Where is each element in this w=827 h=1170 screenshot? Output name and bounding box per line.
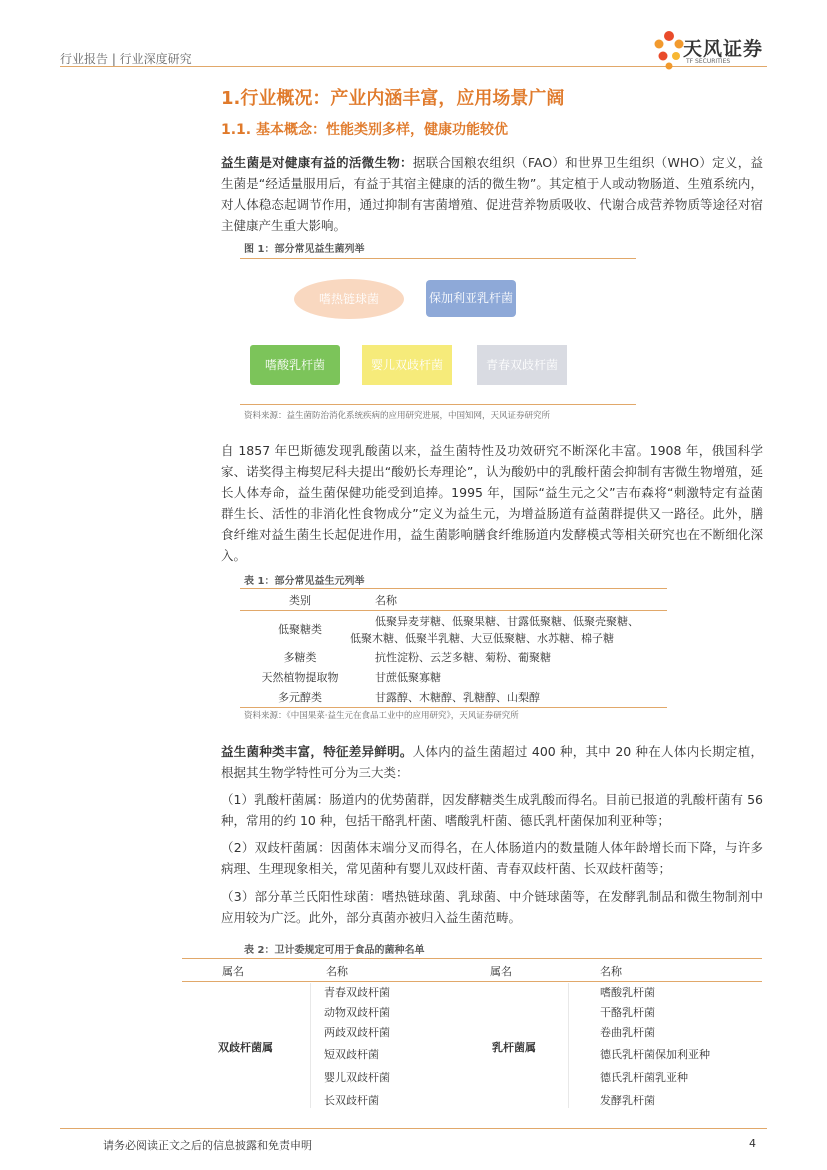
list-item: 发酵乳杆菌 — [600, 1094, 655, 1107]
table2-caption: 表 2：卫计委规定可用于食品的菌种名单 — [244, 945, 425, 956]
table-header-cell: 名称 — [600, 965, 622, 978]
table-cell-line: 低聚木糖、低聚半乳糖、大豆低聚糖、水苏糖、棉子糖 — [350, 632, 614, 645]
list-item: 德氏乳杆菌保加利亚种 — [600, 1048, 710, 1061]
footer-divider — [60, 1128, 767, 1129]
table-cell-names: 甘蔗低聚寡糖 — [375, 671, 441, 684]
paragraph-bifidobacterium: （2）双歧杆菌属：因菌体末端分叉而得名，在人体肠道内的数量随人体年龄增长而下降，与许多病理、生理现象相关，常见菌种有婴儿双歧杆菌、青春双歧杆菌、长双歧杆菌等； — [221, 840, 763, 876]
table-header-row — [240, 590, 667, 611]
table-row — [240, 647, 667, 667]
table2-header-row — [182, 961, 762, 982]
subsection-heading: 1.1. 基本概念：性能类别多样，健康功能较优 — [221, 122, 508, 138]
tf-logo-icon — [652, 26, 686, 72]
paragraph-body: 据联合国粮农组织（FAO）和世界卫生组织（WHO）定义，益生菌是“经适量服用后，有益于其宿主健康的活的微生物”。其定植于人或动物肠道、生殖系统内，对人体稳态起调节作用，通过抑制有害菌增殖、促进营养物质吸收、代谢合成营养物质等途径对宿主健康产生重大影响。 — [221, 155, 763, 233]
list-item: 卷曲乳杆菌 — [600, 1026, 655, 1039]
table-header-cell: 类别 — [240, 590, 360, 611]
table-cell-names: 抗性淀粉、云芝多糖、菊粉、葡聚糖 — [375, 651, 551, 664]
paragraph-lead: 益生菌是对健康有益的活微生物： — [221, 155, 413, 170]
logo-text: 天风证券 — [683, 38, 764, 60]
table2-col-divider — [568, 983, 569, 1108]
table-cell-names: 甘露醇、木糖醇、乳糖醇、山梨醇 — [360, 687, 667, 708]
logo-subtext: TF SECURITIES — [686, 58, 731, 65]
paragraph-history: 自 1857 年巴斯德发现乳酸菌以来，益生菌特性及功效研究不断深化丰富。1908 年，俄国科学家、诺奖得主梅契尼科夫提出“酸奶长寿理论”，认为酸奶中的乳酸杆菌会抑制有害微生物增殖，延长人体寿命，益生菌保健功能受到追捧。1995 年，国际“益生元之父”吉布森将“刺激特定有益菌群生长、活性的非消化性食物成分”定义为益生元，为增益肠道有益菌群提供又一路径。此外，膳食纤维对益生菌生长起促进作用，益生菌影响膳食纤维肠道内发酵模式等相关研究也在不断细化深入。 — [221, 443, 763, 563]
probiotic-box-3: 嗜酸乳杆菌 — [250, 345, 340, 385]
paragraph-lactobacillus: （1）乳酸杆菌属：肠道内的优势菌群，因发酵糖类生成乳酸而得名。目前已报道的乳酸杆菌有 56 种，常用的约 10 种，包括干酪乳杆菌、嗜酸乳杆菌、德氏乳杆菌保加利亚种等； — [221, 792, 763, 828]
probiotic-box-4: 婴儿双歧杆菌 — [362, 345, 452, 385]
list-item: 动物双歧杆菌 — [324, 1006, 390, 1019]
genus-label-lacto: 乳杆菌属 — [492, 1041, 536, 1054]
probiotic-box-2: 保加利亚乳杆菌 — [426, 280, 516, 317]
paragraph-body: 人体内的益生菌超过 400 种，其中 20 种在人体内长期定植，根据其生物学特性可分为三大类： — [221, 744, 763, 780]
paragraph-cocci: （3）部分革兰氏阳性球菌：嗜热链球菌、乳球菌、中介链球菌等，在发酵乳制品和微生物制剂中应用较为广泛。此外，部分真菌亦被归入益生菌范畴。 — [221, 889, 763, 925]
genus-label-bifido: 双歧杆菌属 — [218, 1041, 273, 1054]
paragraph-lead: 益生菌种类丰富，特征差异鲜明。 — [221, 744, 413, 759]
list-item: 德氏乳杆菌乳亚种 — [600, 1071, 688, 1084]
table1-top-divider — [240, 588, 667, 589]
table2-col-divider — [310, 983, 311, 1108]
section-heading: 1.行业概况：产业内涵丰富，应用场景广阔 — [221, 88, 565, 109]
table1-source: 资料来源：《中国果菜·益生元在食品工业中的应用研究》，天风证券研究所 — [244, 711, 519, 721]
species-list-bifido — [324, 983, 390, 1112]
figure-caption: 图 1：部分常见益生菌列举 — [244, 244, 365, 255]
table-row — [240, 687, 667, 708]
table-cell-category: 多元醇类 — [240, 687, 360, 708]
table-cell-category: 多糖类 — [283, 651, 317, 664]
table-header-cell: 属名 — [490, 965, 512, 978]
table-row — [240, 667, 667, 687]
figure-bottom-divider — [240, 404, 636, 405]
list-item: 青春双歧杆菌 — [324, 986, 390, 999]
table-row — [240, 611, 667, 648]
list-item: 干酪乳杆菌 — [600, 1006, 655, 1019]
probiotic-box-1: 嗜热链球菌 — [294, 279, 404, 319]
species-list-lacto — [600, 983, 710, 1112]
paragraph-types — [221, 741, 763, 783]
table2-top-divider — [182, 958, 762, 959]
table1-caption: 表 1：部分常见益生元列举 — [244, 576, 365, 587]
table-cell-names — [350, 611, 667, 648]
header-text: 行业报告 | 行业深度研究 — [60, 52, 192, 66]
table-header-cell: 名称 — [360, 590, 667, 611]
page-number: 4 — [749, 1137, 756, 1150]
footer-disclaimer: 请务必阅读正文之后的信息披露和免责申明 — [103, 1139, 312, 1152]
caption-divider — [240, 258, 636, 259]
list-item: 短双歧杆菌 — [324, 1048, 379, 1061]
table-cell-category: 天然植物提取物 — [261, 671, 339, 684]
table-header-cell: 名称 — [326, 965, 348, 978]
table-cell-category: 低聚糖类 — [278, 623, 322, 636]
list-item: 两歧双歧杆菌 — [324, 1026, 390, 1039]
figure-source: 资料来源：益生菌防治消化系统疾病的应用研究进展，中国知网，天风证券研究所 — [244, 411, 551, 421]
prebiotic-table — [240, 590, 667, 708]
probiotic-box-5: 青春双歧杆菌 — [477, 345, 567, 385]
list-item: 嗜酸乳杆菌 — [600, 986, 655, 999]
list-item: 长双歧杆菌 — [324, 1094, 379, 1107]
list-item: 婴儿双歧杆菌 — [324, 1071, 390, 1084]
paragraph-definition — [221, 152, 763, 236]
table-cell-line: 低聚异麦芽糖、低聚果糖、甘露低聚糖、低聚壳聚糖、 — [375, 615, 639, 628]
table-header-cell: 属名 — [222, 965, 244, 978]
